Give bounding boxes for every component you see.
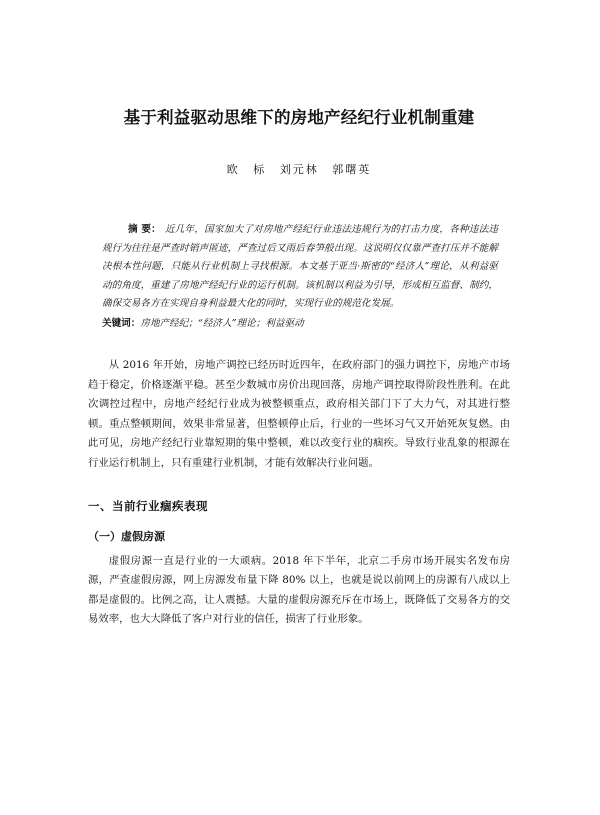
keywords: [102, 316, 498, 332]
author-list: 欧 标 刘元林 郭曙英: [226, 163, 372, 176]
subsection-heading: （一）虚假房源: [88, 529, 165, 543]
abstract-text: 近几年，国家加大了对房地产经纪行业违法违规行为的打击力度，各种违法违规行为往往是严查时销声匿迹，严查过后又雨后春笋般出现。这说明仅仅靠严查打压并不能解决根本性问题，只能从行业机制上寻找根源。本文基于亚当·斯密的“经济人”理论，从利益驱动的角度，重建了房地产经纪行业的运行机制。该机制以利益为引导，形成相互监督、制约，确保交易各方在实现自身利益最大化的同时，实现行业的规范化发展。: [102, 224, 498, 310]
paper-page: [0, 104, 600, 815]
abstract: [102, 221, 498, 314]
section-heading: 一、当前行业痼疾表现: [88, 498, 208, 513]
keywords-text: 房地产经纪；“经济人”理论；利益驱动: [140, 317, 304, 329]
subsection-paragraph: 虚假房源一直是行业的一大顽病。2018 年下半年，北京二手房市场开展实名发布房源，严查虚假房源，网上房源发布量下降 80% 以上，也就是说以前网上的房源有八成以上都是虚假的。比例之高，让人震撼。大量的虚假房源充斥在市场上，既降低了交易各方的交易效率，也大大降低了客户对行业的信任，损害了行业形象。: [88, 554, 510, 626]
paper-title: 基于利益驱动思维下的房地产经纪行业机制重建: [123, 108, 475, 127]
keywords-label: 关键词：: [102, 317, 141, 329]
intro-paragraph: 从 2016 年开始，房地产调控已经历时近四年，在政府部门的强力调控下，房地产市场趋于稳定，价格逐渐平稳。甚至少数城市房价出现回落，房地产调控取得阶段性胜利。在此次调控过程中，房地产经纪行业成为被整顿重点，政府相关部门下了大力气，对其进行整顿。重点整顿期间，效果非常显著，但整顿停止后，行业的一些坏习气又开始死灰复燃。由此可见，房地产经纪行业靠短期的集中整顿，难以改变行业的痼疾。导致行业乱象的根源在行业运行机制上，只有重建行业机制，才能有效解决行业问题。: [88, 358, 510, 469]
abstract-label: 摘 要：: [128, 224, 161, 235]
